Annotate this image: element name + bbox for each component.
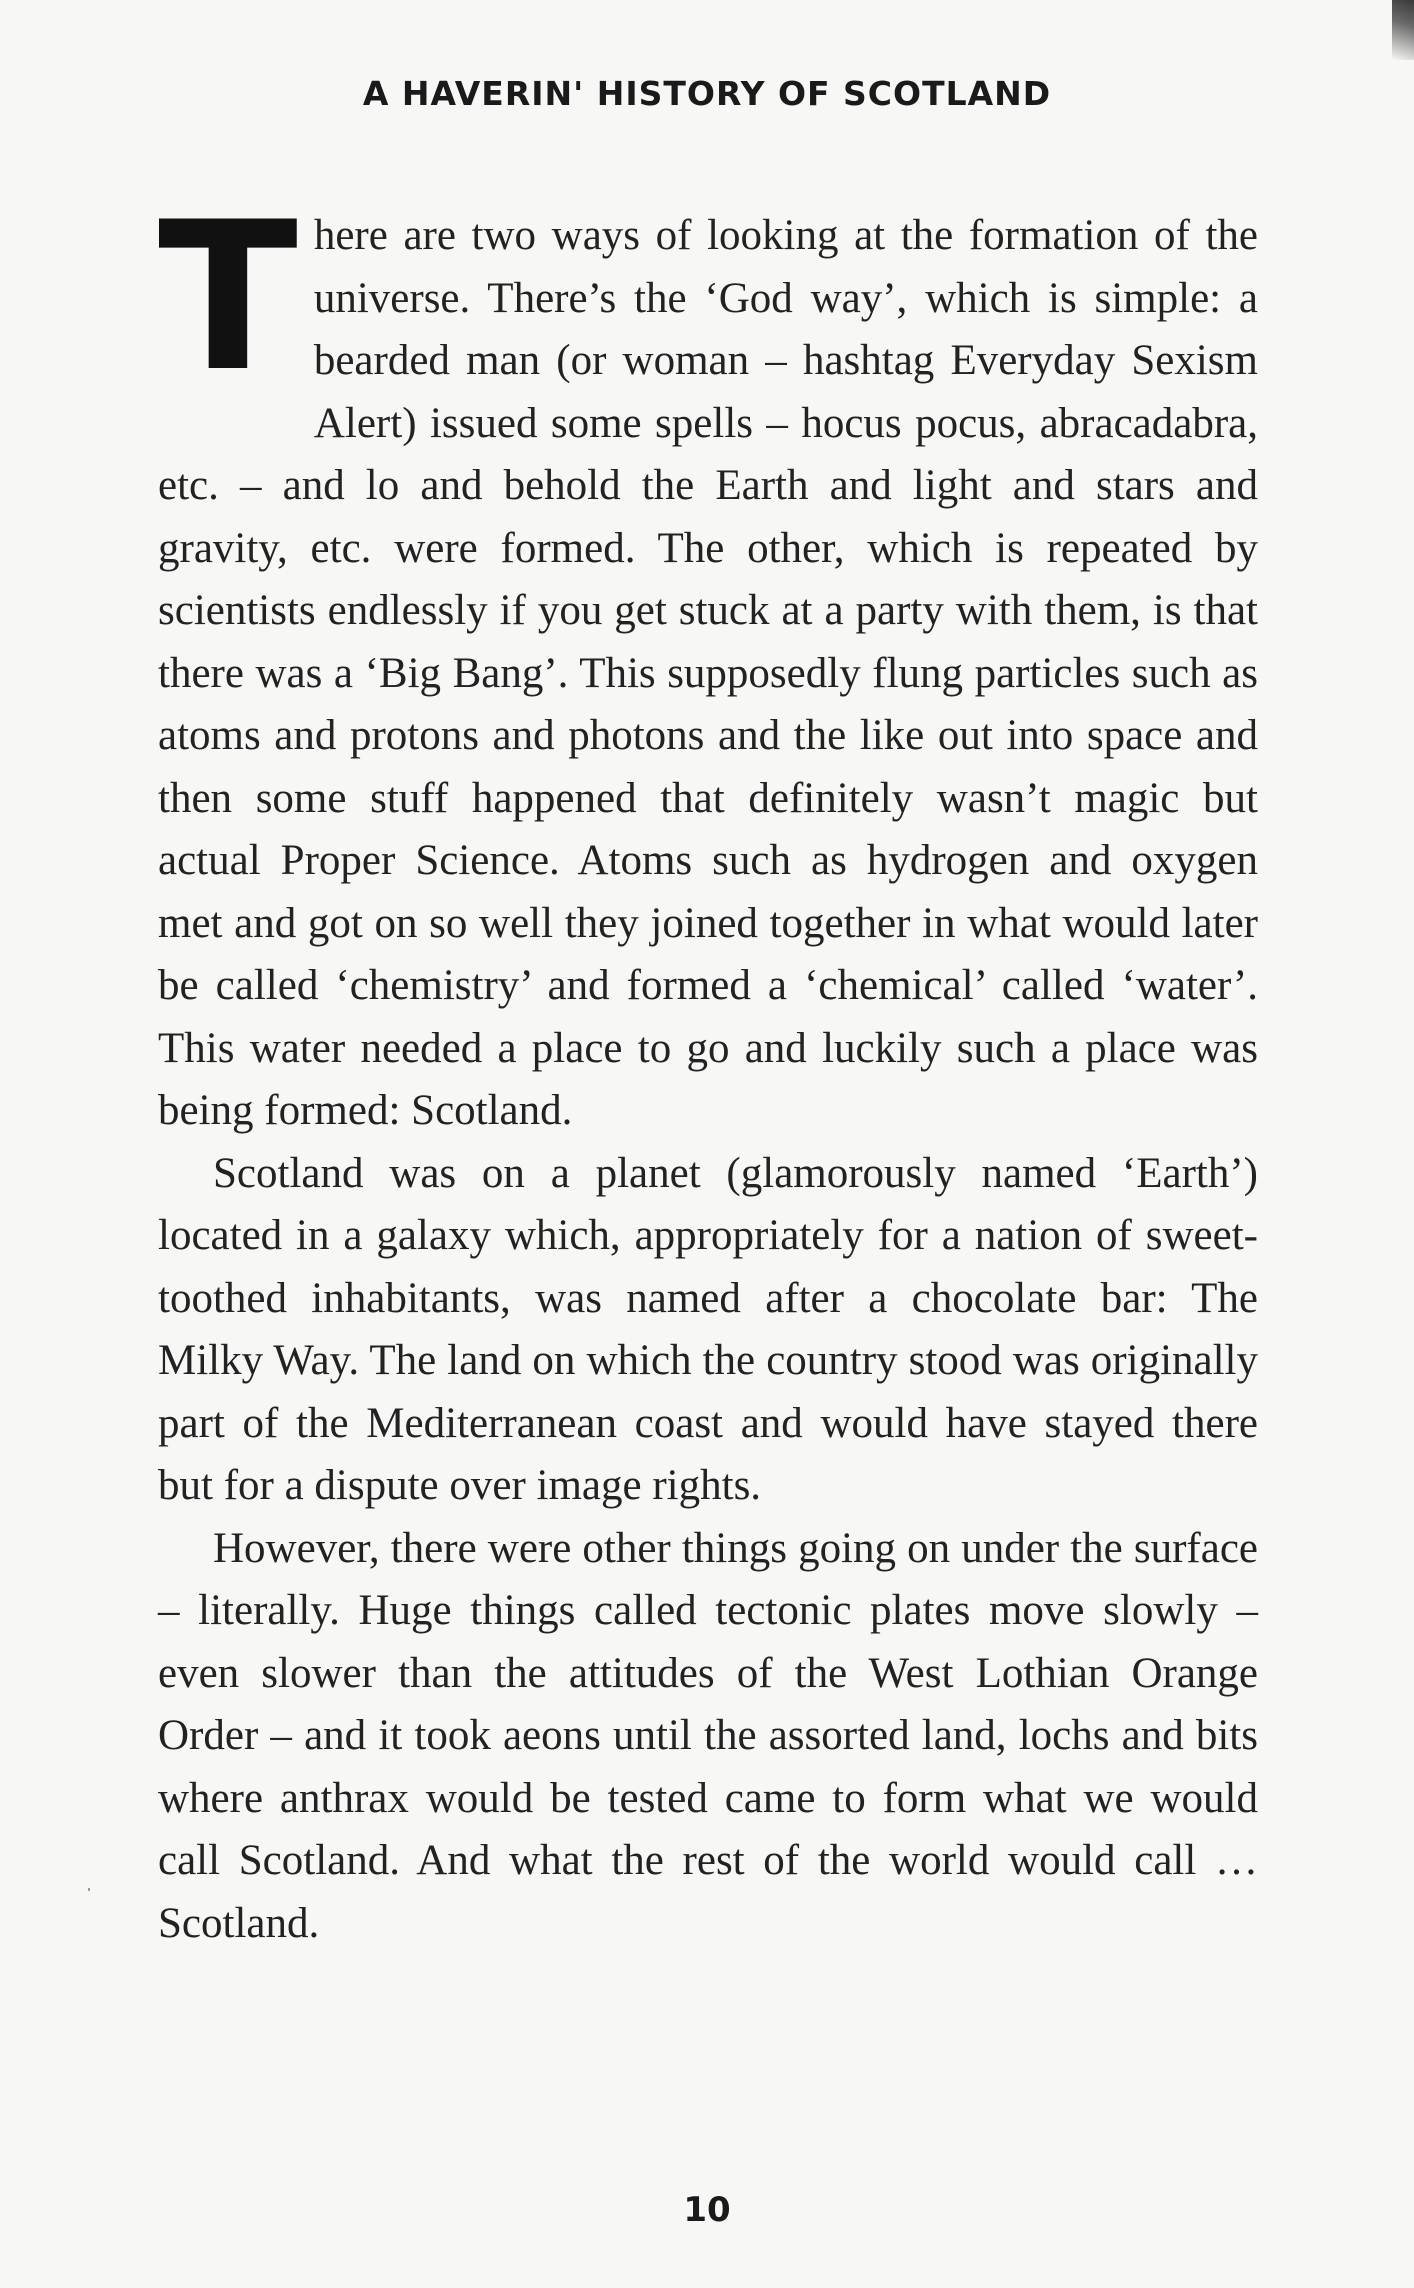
body-text — [158, 179, 1258, 1955]
stray-mark — [88, 1888, 90, 1891]
running-head: A HAVERIN' HISTORY OF SCOTLAND — [362, 74, 1052, 113]
paragraph-3: However, there were other things going on under the surface – literally. Huge things called tectonic plates move slowly – even slower than the attitudes of the West Lothian Orange Order – and it took aeons until the assorted land, lochs and bits where anthrax would be tested came to form what we would call Scotland. And what the rest of the world would call … Scotland. — [158, 1524, 1258, 1947]
page-corner-shadow — [1392, 0, 1414, 60]
paragraph-1-text: here are two ways of looking at the formation of the universe. There’s the ‘God way’, which is simple: a bearded man (or woman – hashtag Everyday Sexism Alert) issued some spells – hocus pocus, abracadabra, etc. – and lo and behold the Earth and light and stars and gravity, etc. were formed. The other, which is repeated by scientists endlessly if you get stuck at a party with them, is that there was a ‘Big Bang’. This supposedly flung particles such as atoms and protons and photons and the like out into space and then some stuff happened that definitely wasn’t magic but actual Proper Science. Atoms such as hydrogen and oxygen met and got on so well they joined together in what would later be called ‘chemistry’ and formed a ‘chemical’ called ‘water’. This water needed a place to go and luckily such a place was being formed: Scotland. — [158, 212, 1258, 1134]
paragraph-2: Scotland was on a planet (glamorously named ‘Earth’) located in a galaxy which, appropriately for a nation of sweet-toothed inhabitants, was named after a chocolate bar: The Milky Way. The land on which the country stood was originally part of the Mediterranean coast and would have stayed there but for a dispute over image rights. — [158, 1149, 1258, 1509]
page-number: 10 — [683, 2190, 731, 2230]
paragraph-1 — [158, 179, 1258, 1143]
drop-cap: T — [158, 179, 298, 417]
